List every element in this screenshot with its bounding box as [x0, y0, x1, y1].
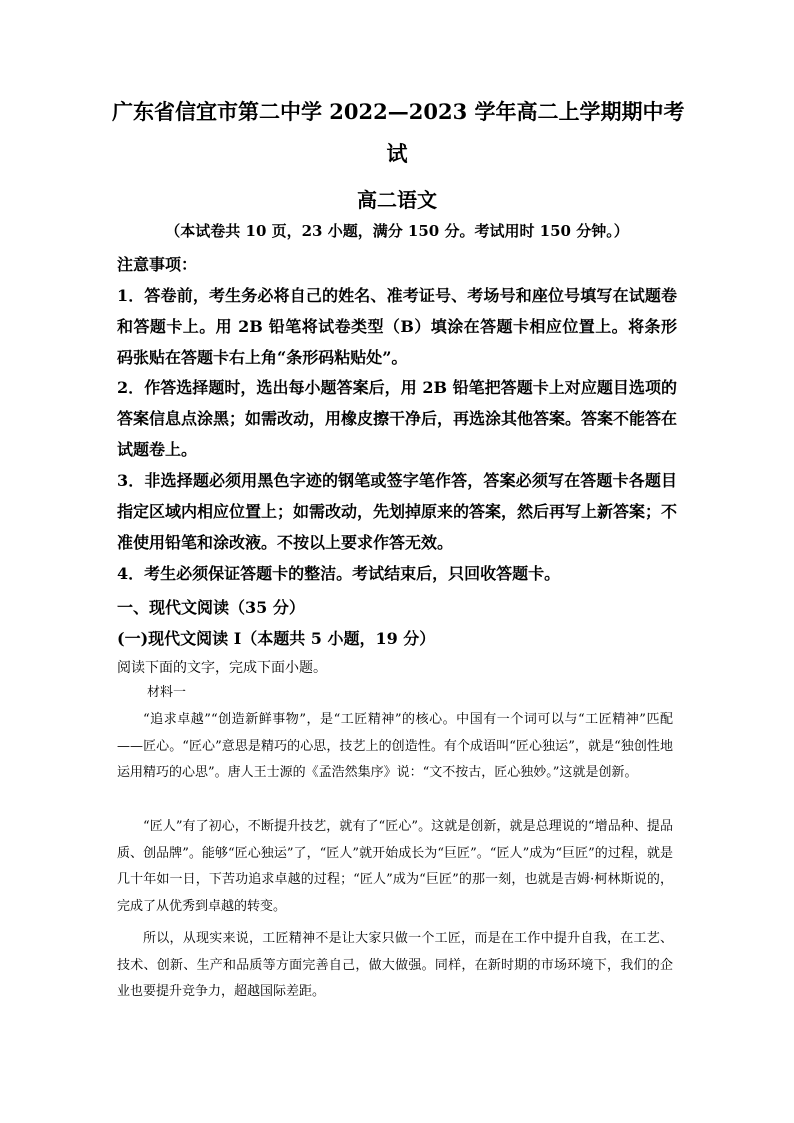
material-paragraph: 所以，从现实来说，工匠精神不是让大家只做一个工匠，而是在工作中提升自我，在工艺、技术、创新、生产和品质等方面完善自己，做大做强。同样，在新时期的市场环境下，我们的企业也要提升竞争力，超越国际差距。: [117, 931, 673, 999]
notice-2: 2．作答选择题时，选出每小题答案后，用 2B 铅笔把答题卡上对应题目选项的答案信息点涂黑；如需改动，用橡皮擦干净后，再选涂其他答案。答案不能答在试题卷上。: [117, 378, 678, 459]
notice-3: 3．非选择题必须用黑色字迹的钢笔或签字笔作答，答案必须写在答题卡各题目指定区域内相应位置上；如需改动，先划掉原来的答案，然后再写上新答案；不准使用铅笔和涂改液。不按以上要求作答无效。: [117, 471, 678, 552]
exam-title-line2: 试: [386, 141, 408, 166]
notice-heading: 注意事项：: [117, 255, 198, 274]
material-paragraph: “匠人”有了初心，不断提升技艺，就有了“匠心”。这就是创新，就是总理说的“增品种、提品质、创品牌”。能够“匠心独运”了，“匠人”就开始成长为“巨匠”。“匠人”成为“巨匠”的过程，就是几十年如一日，下苦功追求卓越的过程；“匠人”成为“巨匠”的那一刻，也就是吉姆·柯林斯说的，完成了从优秀到卓越的转变。: [117, 819, 673, 914]
notice-4: 4．考生必须保证答题卡的整洁。考试结束后，只回收答题卡。: [117, 564, 561, 583]
notice-1: 1．答卷前，考生务必将自己的姓名、准考证号、考场号和座位号填写在试题卷和答题卡上。用 2B 铅笔将试卷类型（B）填涂在答题卡相应位置上。将条形码张贴在答题卡右上角“条形码粘贴处”。: [117, 286, 677, 367]
section-heading: 一、现代文阅读（35 分）: [117, 598, 305, 617]
reading-instruction: 阅读下面的文字，完成下面小题。: [117, 660, 327, 676]
subsection-heading: (一)现代文阅读 I（本题共 5 小题，19 分）: [117, 629, 436, 648]
material-paragraph: “追求卓越”“创造新鲜事物”，是“工匠精神”的核心。中国有一个词可以与“工匠精神”匹配——匠心。“匠心”意思是精巧的心思，技艺上的创造性。有个成语叫“匠心独运”，就是“独创性地运用精巧的心思”。唐人王士源的《孟浩然集序》说：“文不按古，匠心独妙。”这就是创新。: [117, 712, 673, 780]
material-label: 材料一: [147, 685, 187, 700]
exam-title-line1: 广东省信宜市第二中学 2022—2023 学年高二上学期期中考: [112, 99, 685, 124]
subject-title: 高二语文: [357, 188, 437, 212]
exam-info: （本试卷共 10 页，23 小题，满分 150 分。考试用时 150 分钟。）: [165, 222, 629, 240]
